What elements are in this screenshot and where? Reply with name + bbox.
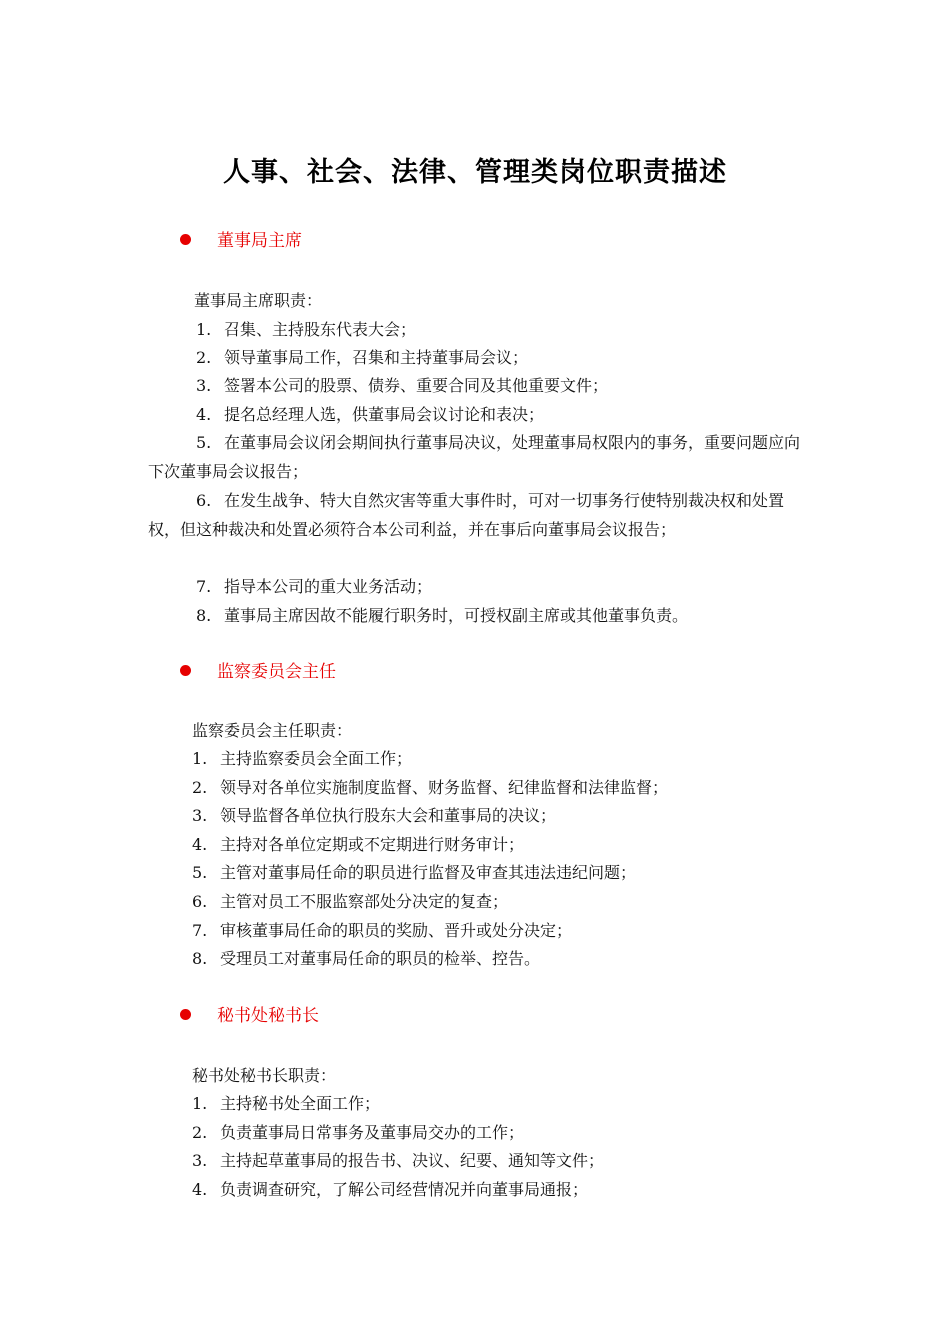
- bullet-dot-icon: [180, 1009, 191, 1020]
- bullet-dot-icon: [180, 234, 191, 245]
- list-item: 2. 领导对各单位实施制度监督、财务监督、纪律监督和法律监督；: [192, 778, 669, 797]
- list-item: 2. 领导董事局工作，召集和主持董事局会议；: [196, 348, 529, 367]
- list-item: 8. 董事局主席因故不能履行职务时，可授权副主席或其他董事负责。: [196, 606, 689, 625]
- section-heading-supervisory: [180, 659, 336, 685]
- list-item: 3. 签署本公司的股票、债券、重要合同及其他重要文件；: [196, 376, 609, 395]
- list-item: 3. 领导监督各单位执行股东大会和董事局的决议；: [192, 806, 557, 825]
- section-label: 秘书处秘书长职责：: [192, 1066, 337, 1085]
- list-item: 1. 主持监察委员会全面工作；: [192, 749, 413, 768]
- list-item: 3. 主持起草董事局的报告书、决议、纪要、通知等文件；: [192, 1151, 605, 1170]
- list-item: 4. 负责调查研究，了解公司经营情况并向董事局通报；: [192, 1180, 589, 1199]
- list-item: 7. 审核董事局任命的职员的奖励、晋升或处分决定；: [192, 921, 573, 940]
- list-item: 6. 在发生战争、特大自然灾害等重大事件时，可对一切事务行使特别裁决权和处置权，但这种裁决和处置必须符合本公司利益，并在事后向董事局会议报告；: [148, 491, 785, 539]
- section-heading-label: 秘书处秘书长: [217, 1006, 319, 1026]
- list-item: 6. 主管对员工不服监察部处分决定的复查；: [192, 892, 509, 911]
- list-item: 5. 在董事局会议闭会期间执行董事局决议，处理董事局权限内的事务，重要问题应向下次董事局会议报告；: [148, 433, 801, 481]
- section-label: 监察委员会主任职责：: [192, 721, 353, 740]
- list-item: 4. 提名总经理人选，供董事局会议讨论和表决；: [196, 405, 545, 424]
- section-heading-secretary: [180, 1003, 319, 1029]
- list-item: 2. 负责董事局日常事务及董事局交办的工作；: [192, 1123, 525, 1142]
- list-item: 5. 主管对董事局任命的职员进行监督及审查其违法违纪问题；: [192, 863, 637, 882]
- bullet-dot-icon: [180, 665, 191, 676]
- list-item: 1. 召集、主持股东代表大会；: [196, 320, 417, 339]
- section-heading-label: 监察委员会主任: [217, 662, 336, 682]
- list-item: 7. 指导本公司的重大业务活动；: [196, 577, 433, 596]
- list-item: 1. 主持秘书处全面工作；: [192, 1094, 381, 1113]
- section-heading-label: 董事局主席: [217, 231, 302, 251]
- section-heading-chairman: [180, 228, 302, 254]
- list-item: 4. 主持对各单位定期或不定期进行财务审计；: [192, 835, 525, 854]
- page-title: 人事、社会、法律、管理类岗位职责描述: [223, 157, 727, 188]
- section-label: 董事局主席职责：: [194, 291, 323, 310]
- list-item: 8. 受理员工对董事局任命的职员的检举、控告。: [192, 949, 541, 968]
